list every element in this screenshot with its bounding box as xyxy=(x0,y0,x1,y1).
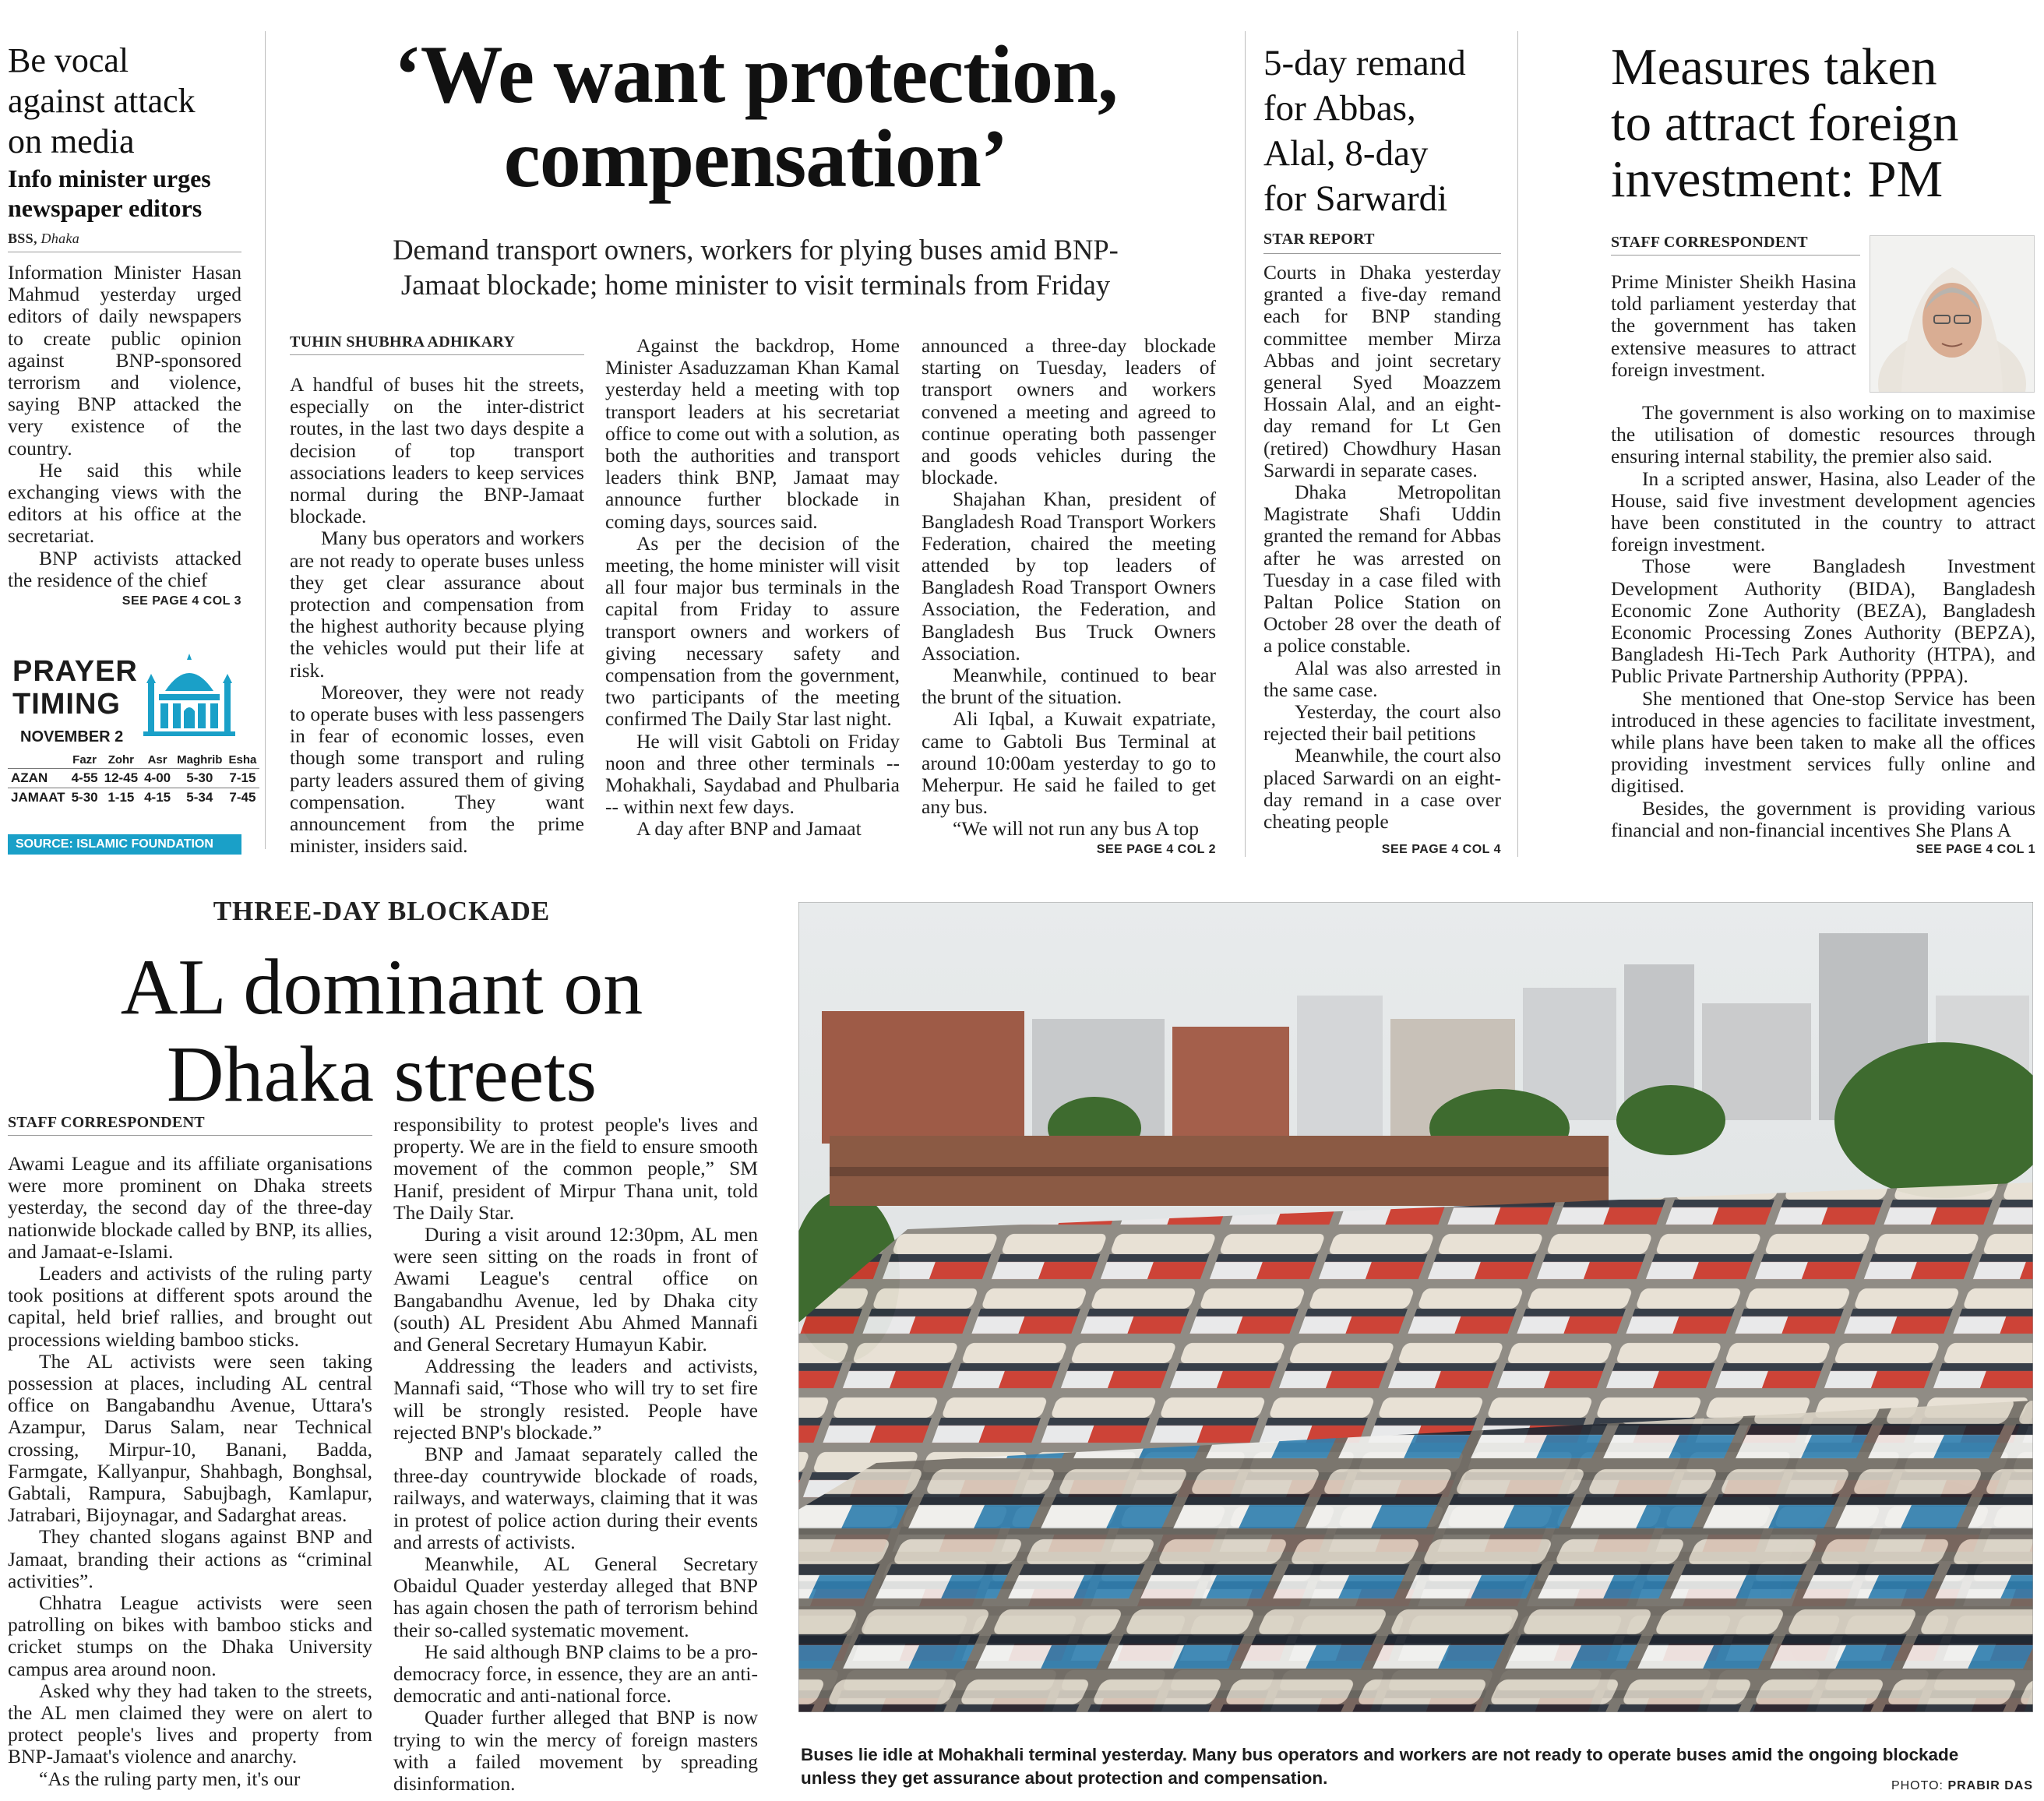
story5-col1: Awami League and its affiliate organisations were more prominent on Dhaka streets yesterday, the second day of the three-day nationwide blockade called by BNP, its allies, and Jamaat-e-Islami. Leaders and activists of the ruling party took positions at different spots around the capital, held brief rallies, and brought out processions wielding bamboo sticks. The AL activists were seen taking possession at places, including AL central office on Bangabandhu Avenue, Uttara's Azampur, Darus Salam, near Technical crossing, Mirpur-10, Banani, Badda, Farmgate, Kallyanpur, Shahbagh, Bonghsal, Gabtali, Rampura, Sabujbagh, Kamlapur, Jatrabari, Bijoynagar, and Sadarghat areas. They chanted slogans against BNP and Jamaat, branding their actions as “criminal activities”. Chhatra League activists were seen patrolling on bikes with bamboo sticks and cricket stumps on the Dhaka University campus area around noon. Asked why they had taken to the streets, the AL men claimed they were on alert to protect people's lives and property from BNP-Jamaat's violence and anarchy. “As the ruling party men, it's our xyxy=(8,1152,372,1790)
story4-jump[interactable]: SEE PAGE 4 COL 1 xyxy=(1915,843,2035,856)
mosque-icon xyxy=(142,650,237,738)
story5-col2: responsibility to protest people's lives and property. We are in the field to ensure smooth movement of the common people,” SM Hanif, president of Mirpur Thana unit, told The Daily Star. During a visit around 12:30pm, AL men were seen sitting on the roads in front of Awami League's central office on Bangabandhu Avenue, led by Dhaka city (south) AL President Abu Ahmed Mannafi and General Secretary Humayun Kabir. Addressing the leaders and activists, Mannafi said, “Those who will try to set fire will be strongly resisted. People have rejected BNP's blockade.” BNP and Jamaat separately called the three-day countrywide blockade of roads, railways, and waterways, claiming that it was in protest of police action during their events and arrests of activists. Meanwhile, AL General Secretary Obaidul Quader yesterday alleged that BNP has again chosen the path of terrorism behind their so-called systematic movement. He said although BNP claims to be a pro-democracy force, in essence, they are an anti-democratic and anti-national force. Quader further alleged that BNP is now trying to win the mercy of foreign masters with a failed movement by spreading disinformation. xyxy=(393,1113,758,1796)
story5-headline: AL dominant on Dhaka streets xyxy=(120,943,643,1119)
portrait-image xyxy=(1870,236,2034,392)
story5-rule xyxy=(8,1135,372,1136)
story1-subhead: Info minister urges newspaper editors xyxy=(8,164,211,222)
prayer-title: PRAYER TIMING xyxy=(12,655,138,721)
column-divider xyxy=(1517,31,1518,857)
story3-body: Courts in Dhaka yesterday granted a five-day remand each for BNP standing committee member Mirza Abbas and joint secretary general Syed Moazzem Hossain Alal, and an eight-day remand for Lt Gen (retired) Chowdhury Hasan Sarwardi in separate cases. Dhaka Metropolitan Magistrate Shafi Uddin granted the remand for Abbas after he was arrested on Tuesday in a case filed with Paltan Police Station on October 28 over the death of a police constable. Alal was also arrested in the same case. Yesterday, the court also rejected their bail petitions Meanwhile, the court also placed Sarwardi on an eight-day remand in a case over cheating people xyxy=(1263,261,1501,834)
story4-body: The government is also working on to maximise the utilisation of domestic resources through ensuring internal stability, the premier also said. In a scripted answer, Hasina, also Leader of the House, said five investment development agencies have been constituted in the country to attract foreign investment. Those were Bangladesh Investment Development Authority (BIDA), Bangladesh Economic Zone Authority (BEZA), Bangladesh Economic Processing Zones Authority (BEPZA), Bangladesh Hi-Tech Park Authority (HTPA), and Public Private Partnership Authority (PPPA). She mentioned that One-stop Service has been introduced in these agencies to facilitate investment, while plans have been taken to make all the offices providing investment services fully online and digitised. Besides, the government is providing various financial and non-financial incentives She Plans A xyxy=(1611,401,2035,841)
column-divider xyxy=(1245,31,1246,857)
lead-jump[interactable]: SEE PAGE 4 COL 2 xyxy=(1096,843,1216,856)
lead-col1: A handful of buses hit the streets, especially on the inter-district routes, in the last two days despite a decision of top transport associations leaders to keep services normal during the BNP-Jamaat blockade. Many bus operators and workers are not ready to operate buses unless they get clear assurance about protection and compensation from the highest authority because plying the vehicles would put their life at risk. Moreover, they were not ready to operate buses with less passengers in fear of economic losses, even though some transport and ruling party leaders assured them of giving compensation. They want announcement from the prime minister, insiders said. xyxy=(290,373,584,858)
column-divider xyxy=(265,31,266,849)
prayer-header-row: Fazr Zohr Asr Maghrib Esha xyxy=(72,753,257,767)
story3-rule xyxy=(1263,253,1501,254)
lead-col2: Against the backdrop, Home Minister Asaduzzaman Khan Kamal yesterday held a meeting with top transport leaders at his secretariat office to come out with a solution, as both the authorities and transport leaders think BNP, Jamaat may announce further blockade in coming days, sources said. As per the decision of the meeting, the home minister will visit all four major bus terminals in the capital from Friday to assure transport owners and workers of giving necessary safety and compensation from the government, two participants of the meeting confirmed The Daily Star last night. He will visit Gabtoli on Friday noon and three other terminals -- Mohakhali, Saydabad and Phulbaria -- within next few days. A day after BNP and Jamaat xyxy=(605,334,900,841)
story1-headline: Be vocal against attack on media xyxy=(8,41,196,160)
story4-rule xyxy=(1611,255,1860,256)
prayer-source: SOURCE: ISLAMIC FOUNDATION xyxy=(8,834,241,855)
lead-col3: announced a three-day blockade starting on Tuesday, leaders of transport owners and workers convened a meeting and agreed to continue operating both passenger and goods vehicles during the blockade. Shajahan Khan, president of Bangladesh Road Transport Workers Federation, chaired the meeting attended by top leaders of Bangladesh Road Transport Owners Association, the Federation, and Bangladesh Bus Truck Owners Association. Meanwhile, continued to bear the brunt of the situation. Ali Iqbal, a Kuwait expatriate, came to Gabtoli Bus Terminal at around 10:00am yesterday to go to Meherpur. He said he failed to get any bus. “We will not run any bus A top xyxy=(922,334,1216,841)
story4-headline: Measures taken to attract foreign investment: PM xyxy=(1611,38,1959,208)
bus-terminal-photo xyxy=(798,902,2033,1712)
prayer-azan-row: AZAN 4-55 12-45 4-00 5-30 7-15 xyxy=(8,769,259,788)
story3-jump[interactable]: SEE PAGE 4 COL 4 xyxy=(1381,843,1501,856)
prayer-date: NOVEMBER 2 xyxy=(20,728,124,745)
story4-byline: STAFF CORRESPONDENT xyxy=(1611,234,1808,251)
story3-byline: STAR REPORT xyxy=(1263,231,1375,248)
lead-headline: ‘We want protection, compensation’ xyxy=(393,29,1118,204)
lead-deck: Demand transport owners, workers for plying buses amid BNP- Jamaat blockade; home minister to visit terminals from Friday xyxy=(393,234,1119,301)
story1-source: BSS, Dhaka xyxy=(8,231,80,246)
story1-body: Information Minister Hasan Mahmud yesterday urged editors of daily newspapers to create public opinion against BNP-sponsored terrorism and violence, saying BNP attacked the very existence of the country. He said this while exchanging views with the editors at his office at the secretariat. BNP activists attacked the residence of the chief xyxy=(8,261,241,591)
prayer-timing-box xyxy=(8,650,257,857)
story1-jump[interactable]: SEE PAGE 4 COL 3 xyxy=(122,594,241,608)
prayer-jamaat-row: JAMAAT 5-30 1-15 4-15 5-34 7-45 xyxy=(8,788,259,808)
photo-caption: Buses lie idle at Mohakhali terminal yesterday. Many bus operators and workers are not ready to operate buses amid the ongoing blockade unless they get assurance about protection and compensation. xyxy=(801,1745,1959,1788)
pm-portrait xyxy=(1870,235,2035,393)
prayer-table xyxy=(8,752,259,807)
story-info-minister xyxy=(8,41,241,608)
photo-illustration xyxy=(798,902,2033,1712)
lead-byline: TUHIN SHUBHRA ADHIKARY xyxy=(290,333,516,351)
lead-byline-rule xyxy=(290,354,584,355)
story3-headline: 5-day remand for Abbas, Alal, 8-day for Sarwardi xyxy=(1263,43,1466,219)
story5-byline: STAFF CORRESPONDENT xyxy=(8,1114,205,1131)
photo-credit: PHOTO: PRABIR DAS xyxy=(1891,1779,2033,1792)
story-remand xyxy=(1263,41,1501,833)
story5-kicker: THREE-DAY BLOCKADE xyxy=(213,896,551,926)
story4-intro: Prime Minister Sheikh Hasina told parliament yesterday that the government has taken extensive measures to attract foreign investment. xyxy=(1611,270,1856,381)
